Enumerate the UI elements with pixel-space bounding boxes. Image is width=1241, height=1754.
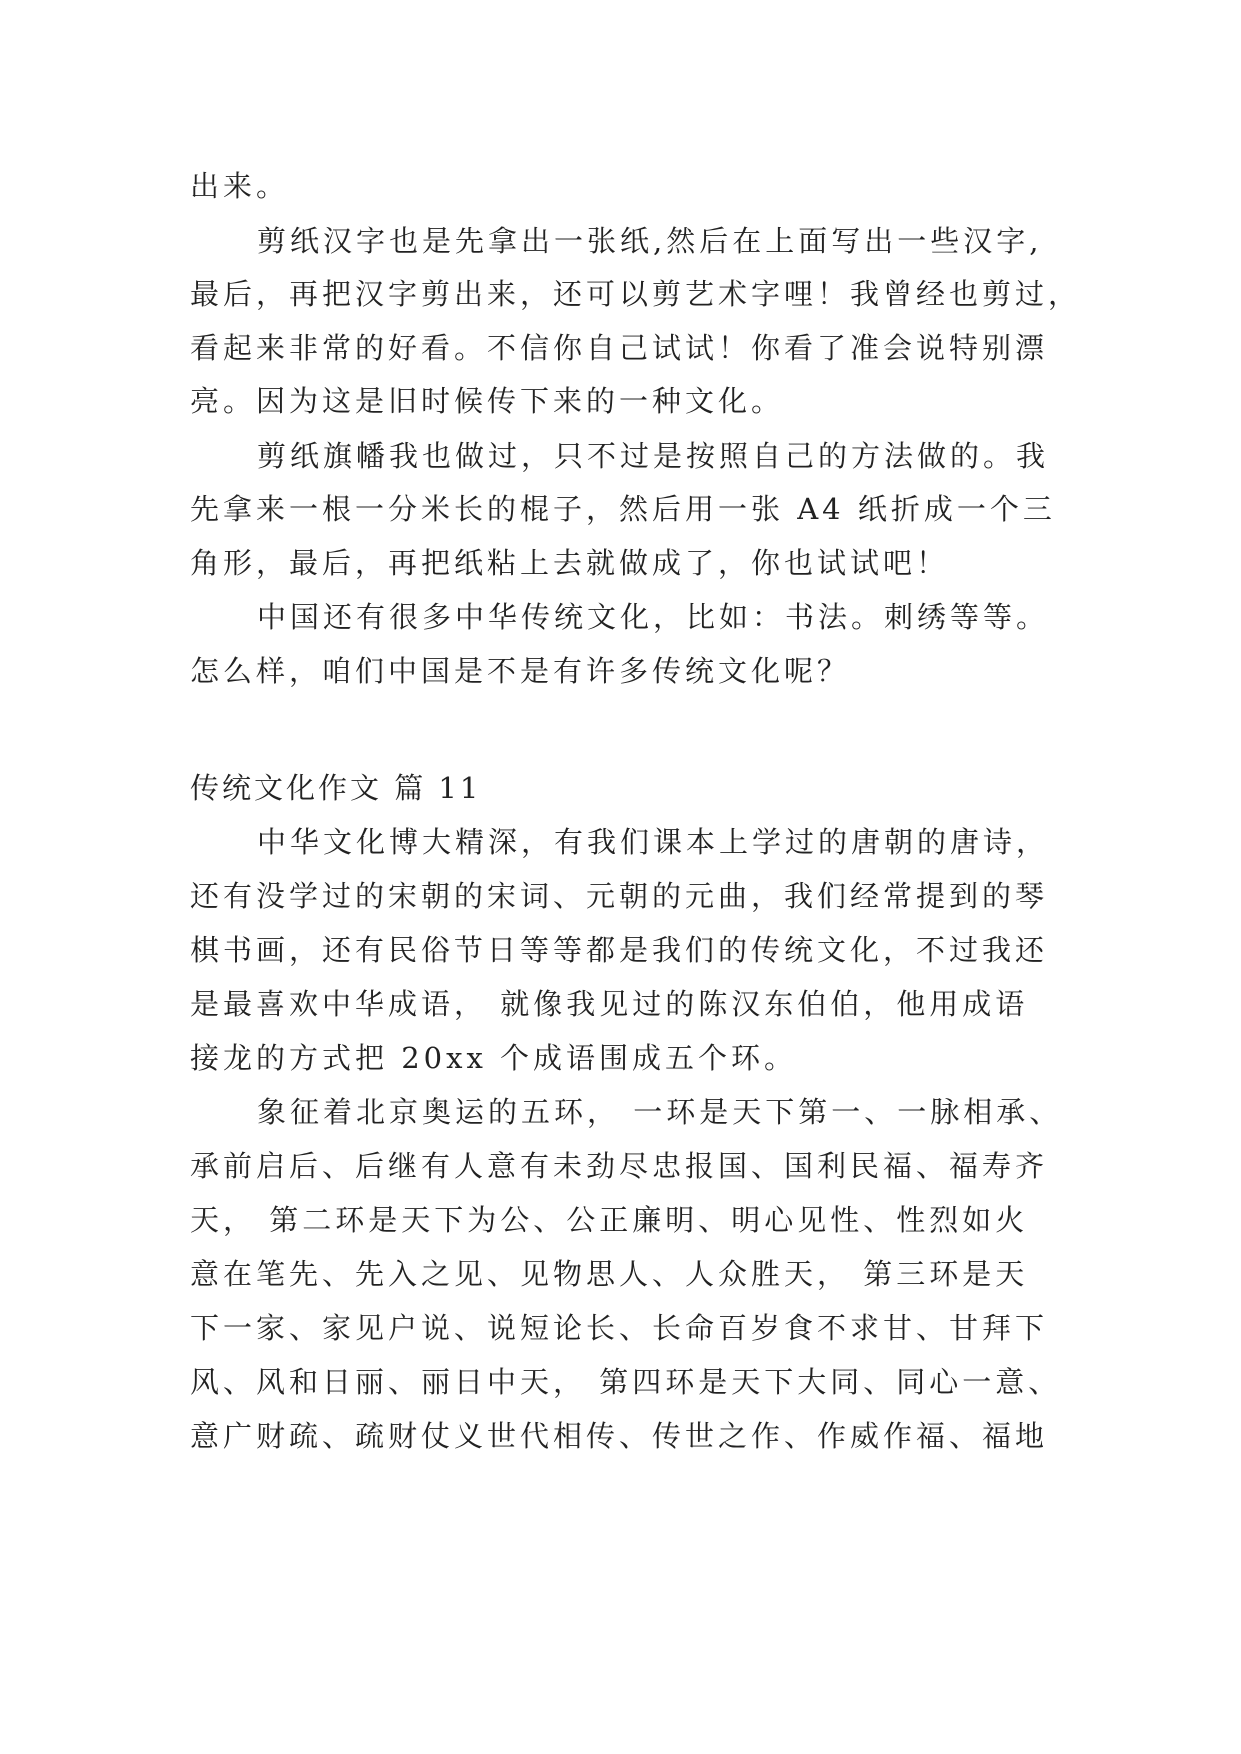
paragraph-line: 意在笔先、先入之见、见物思人、人众胜天， 第三环是天 — [190, 1257, 1029, 1291]
paragraph-line: 天， 第二环是天下为公、公正廉明、明心见性、性烈如火 — [190, 1203, 1029, 1237]
section-title: 传统文化作文 篇 11 — [190, 771, 482, 805]
paragraph-line: 还有没学过的宋朝的宋词、元朝的元曲，我们经常提到的琴 — [190, 879, 1049, 913]
paragraph-line: 出来。 — [190, 169, 290, 203]
paragraph-line: 看起来非常的好看。不信你自己试试！你看了准会说特别漂 — [190, 331, 1049, 365]
paragraph-line: 剪纸汉字也是先拿出一张纸,然后在上面写出一些汉字, — [257, 224, 1043, 258]
paragraph-line: 先拿来一根一分米长的棍子，然后用一张 A4 纸折成一个三 — [190, 492, 1056, 526]
paragraph-line: 风、风和日丽、丽日中天， 第四环是天下大同、同心一意、 — [190, 1365, 1062, 1399]
paragraph-line: 剪纸旗幡我也做过，只不过是按照自己的方法做的。我 — [257, 439, 1050, 473]
paragraph-line: 怎么样，咱们中国是不是有许多传统文化呢？ — [190, 654, 851, 688]
paragraph-line: 象征着北京奥运的五环， 一环是天下第一、一脉相承、 — [257, 1095, 1063, 1129]
paragraph-line: 是最喜欢中华成语， 就像我见过的陈汉东伯伯，他用成语 — [190, 987, 1029, 1021]
paragraph-line: 棋书画，还有民俗节日等等都是我们的传统文化，不过我还 — [190, 933, 1049, 967]
paragraph-line: 中国还有很多中华传统文化，比如：书法。刺绣等等。 — [257, 600, 1050, 634]
paragraph-line: 接龙的方式把 20xx 个成语围成五个环。 — [190, 1041, 798, 1075]
paragraph-line: 意广财疏、疏财仗义世代相传、传世之作、作威作福、福地 — [190, 1419, 1049, 1453]
paragraph-line: 下一家、家见户说、说短论长、长命百岁食不求甘、甘拜下 — [190, 1311, 1049, 1345]
paragraph-line: 亮。因为这是旧时候传下来的一种文化。 — [190, 384, 785, 418]
paragraph-line: 中华文化博大精深，有我们课本上学过的唐朝的唐诗， — [257, 825, 1050, 859]
paragraph-line: 承前启后、后继有人意有未劲尽忠报国、国利民福、福寿齐 — [190, 1149, 1049, 1183]
paragraph-line: 最后，再把汉字剪出来，还可以剪艺术字哩！我曾经也剪过， — [190, 277, 1082, 311]
paragraph-line: 角形，最后，再把纸粘上去就做成了，你也试试吧！ — [190, 546, 950, 580]
